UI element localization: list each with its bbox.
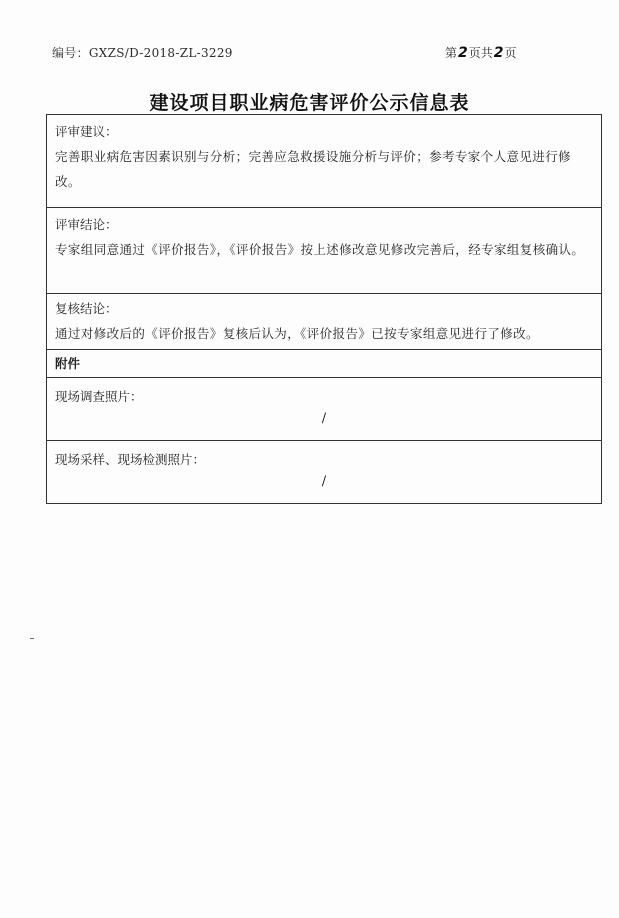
- page-current: 2: [458, 45, 468, 61]
- page-indicator: [445, 44, 517, 61]
- advice-label: 评审建议：: [55, 124, 118, 139]
- recheck-label: 复核结论：: [55, 301, 118, 316]
- site-photos-label: 现场调查照片：: [55, 389, 143, 404]
- advice-text: 完善职业病危害因素识别与分析；完善应急救援设施分析与评价；参考专家个人意见进行修改。: [55, 149, 572, 189]
- attachment-label: 附件: [55, 356, 81, 371]
- recheck-row: [47, 296, 601, 350]
- attachment-row: [47, 351, 601, 378]
- info-table: [46, 114, 602, 504]
- sampling-photos-value: /: [321, 474, 327, 489]
- site-photos-value: /: [321, 411, 327, 426]
- page-suffix: 页: [504, 46, 517, 60]
- site-photos-row: [47, 384, 601, 441]
- sampling-photos-row: [47, 447, 601, 503]
- scan-speck: [30, 638, 34, 639]
- page-total: 2: [493, 45, 504, 61]
- recheck-text: 通过对修改后的《评价报告》复核后认为，《评价报告》已按专家组意见进行了修改。: [55, 326, 539, 341]
- conclusion-label: 评审结论：: [55, 217, 118, 232]
- page-title: 建设项目职业病危害评价公示信息表: [149, 92, 470, 114]
- sampling-photos-label: 现场采样、现场检测照片：: [55, 452, 206, 467]
- page-prefix: 第: [445, 46, 458, 60]
- advice-row: [47, 119, 601, 208]
- document-number: 编号：GXZS/D-2018-ZL-3229: [52, 46, 233, 60]
- page-middle: 页共: [468, 46, 493, 60]
- conclusion-row: [47, 212, 601, 294]
- conclusion-text: 专家组同意通过《评价报告》，《评价报告》按上述修改意见修改完善后，经专家组复核确认。: [55, 242, 585, 257]
